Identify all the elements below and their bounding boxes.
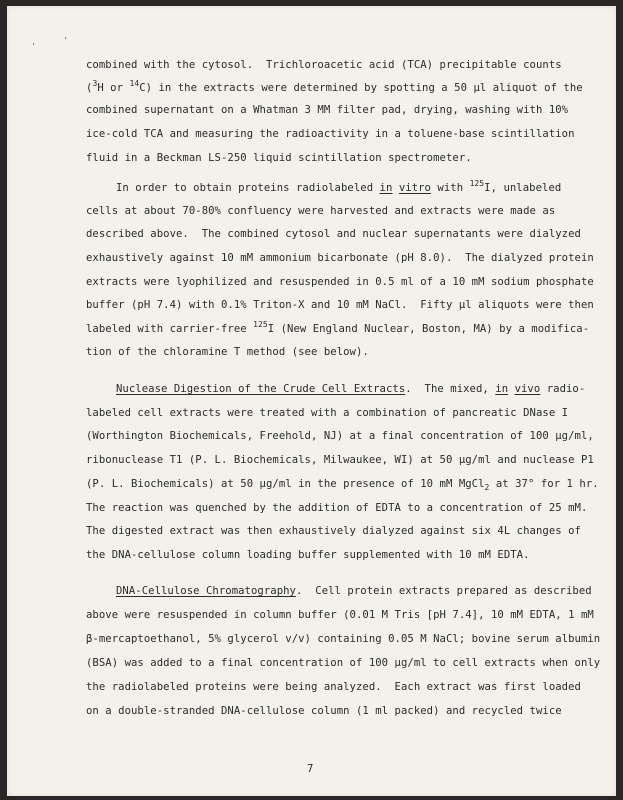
text-run: labeled with carrier-free: [86, 323, 254, 335]
page-number: 7: [307, 763, 314, 775]
text-run: . Cell protein extracts prepared as described: [295, 585, 592, 597]
text-run: described above. The combined cytosol and nuclear supernatants were dialyzed: [86, 228, 581, 240]
margin-mark: ': [31, 42, 36, 51]
text-line: [86, 127, 575, 141]
text-run: exhaustively against 10 mM ammonium bicarbonate (pH 8.0). The dialyzed protein: [86, 252, 594, 264]
text-run: I (New England Nuclear, Boston, MA) by a modifica-: [267, 323, 590, 335]
text-run: C) in the extracts were determined by spotting a 50 µl aliquot of the: [139, 82, 583, 94]
text-run: radio-: [540, 383, 586, 395]
text-line: [86, 298, 594, 312]
superscript: 125: [469, 179, 485, 188]
subscript: 2: [484, 483, 490, 492]
text-run: I, unlabeled: [484, 182, 562, 194]
superscript: 14: [129, 79, 140, 88]
superscript: 125: [253, 320, 268, 329]
text-run: combined with the cytosol. Trichloroacetic acid (TCA) precipitable counts: [86, 59, 562, 71]
text-run: fluid in a Beckman LS-250 liquid scintillation spectrometer.: [86, 152, 472, 164]
text-run: the DNA-cellulose column loading buffer supplemented with 10 mM EDTA.: [86, 549, 530, 561]
text-line: [86, 345, 369, 359]
text-line: [86, 58, 562, 72]
text-run: H or: [97, 82, 130, 94]
text-line: [86, 251, 594, 265]
text-line: [86, 429, 594, 443]
text-line: [86, 632, 600, 646]
text-run: (P. L. Biochemicals) at 50 µg/ml in the presence of 10 mM MgCl: [86, 478, 485, 490]
text-run: combined supernatant on a Whatman 3 MM filter pad, drying, washing with 10%: [86, 104, 569, 116]
underlined-text: Nuclease Digestion of the Crude Cell Extracts: [116, 383, 406, 395]
text-line: [116, 181, 561, 195]
text-run: on a double-stranded DNA-cellulose column (1 ml packed) and recycled twice: [86, 705, 562, 717]
text-run: The reaction was quenched by the addition of EDTA to a concentration of 25 mM.: [86, 502, 588, 514]
underlined-text: DNA-Cellulose Chromatography: [116, 585, 296, 597]
text-line: [116, 584, 592, 598]
text-run: (BSA) was added to a final concentration of 100 µg/ml to cell extracts when only: [86, 657, 601, 669]
text-run: above were resuspended in column buffer (0.01 M Tris [pH 7.4], 10 mM EDTA, 1 mM: [86, 609, 594, 621]
text-line: [116, 382, 585, 396]
text-line: [86, 151, 472, 165]
text-run: (Worthington Biochemicals, Freehold, NJ) at a final concentration of 100 µg/ml,: [86, 430, 594, 442]
text-line: [86, 608, 594, 622]
text-line: [86, 103, 568, 117]
text-line: [86, 704, 562, 718]
text-run: with: [430, 182, 470, 194]
text-run: at 37° for 1 hr.: [489, 478, 599, 490]
underlined-text: vivo: [514, 383, 541, 395]
text-run: ice-cold TCA and measuring the radioactivity in a toluene-base scintillation: [86, 128, 575, 140]
superscript: 3: [92, 79, 98, 88]
text-run: . The mixed,: [405, 383, 496, 395]
text-run: The digested extract was then exhaustively dialyzed against six 4L changes of: [86, 525, 581, 537]
text-line: [86, 204, 555, 218]
text-run: In order to obtain proteins radiolabeled: [116, 182, 380, 194]
text-line: [86, 453, 594, 467]
text-run: extracts were lyophilized and resuspended in 0.5 ml of a 10 mM sodium phosphate: [86, 276, 594, 288]
text-run: cells at about 70-80% confluency were harvested and extracts were made as: [86, 205, 556, 217]
text-run: ribonuclease T1 (P. L. Biochemicals, Milwaukee, WI) at 50 µg/ml and nuclease P1: [86, 454, 594, 466]
text-run: tion of the chloramine T method (see below).: [86, 346, 369, 358]
text-line: [86, 322, 589, 336]
text-line: [86, 548, 530, 562]
underlined-text: vitro: [398, 182, 431, 194]
text-run: (: [86, 82, 93, 94]
document-page: [7, 6, 616, 796]
text-line: [86, 477, 599, 491]
text-line: [86, 680, 581, 694]
text-line: [86, 227, 581, 241]
text-line: [86, 524, 581, 538]
text-line: [86, 656, 600, 670]
text-line: [86, 406, 568, 420]
underlined-text: in: [379, 182, 393, 194]
text-run: buffer (pH 7.4) with 0.1% Triton-X and 10 mM NaCl. Fifty µl aliquots were then: [86, 299, 594, 311]
text-line: [86, 275, 594, 289]
text-line: [86, 81, 583, 95]
text-line: [86, 501, 587, 515]
text-run: the radiolabeled proteins were being analyzed. Each extract was first loaded: [86, 681, 581, 693]
text-run: labeled cell extracts were treated with a combination of pancreatic DNase I: [86, 407, 569, 419]
text-run: β-mercaptoethanol, 5% glycerol v/v) containing 0.05 M NaCl; bovine serum albumin: [86, 633, 601, 645]
margin-mark: ': [63, 36, 68, 45]
underlined-text: in: [495, 383, 509, 395]
